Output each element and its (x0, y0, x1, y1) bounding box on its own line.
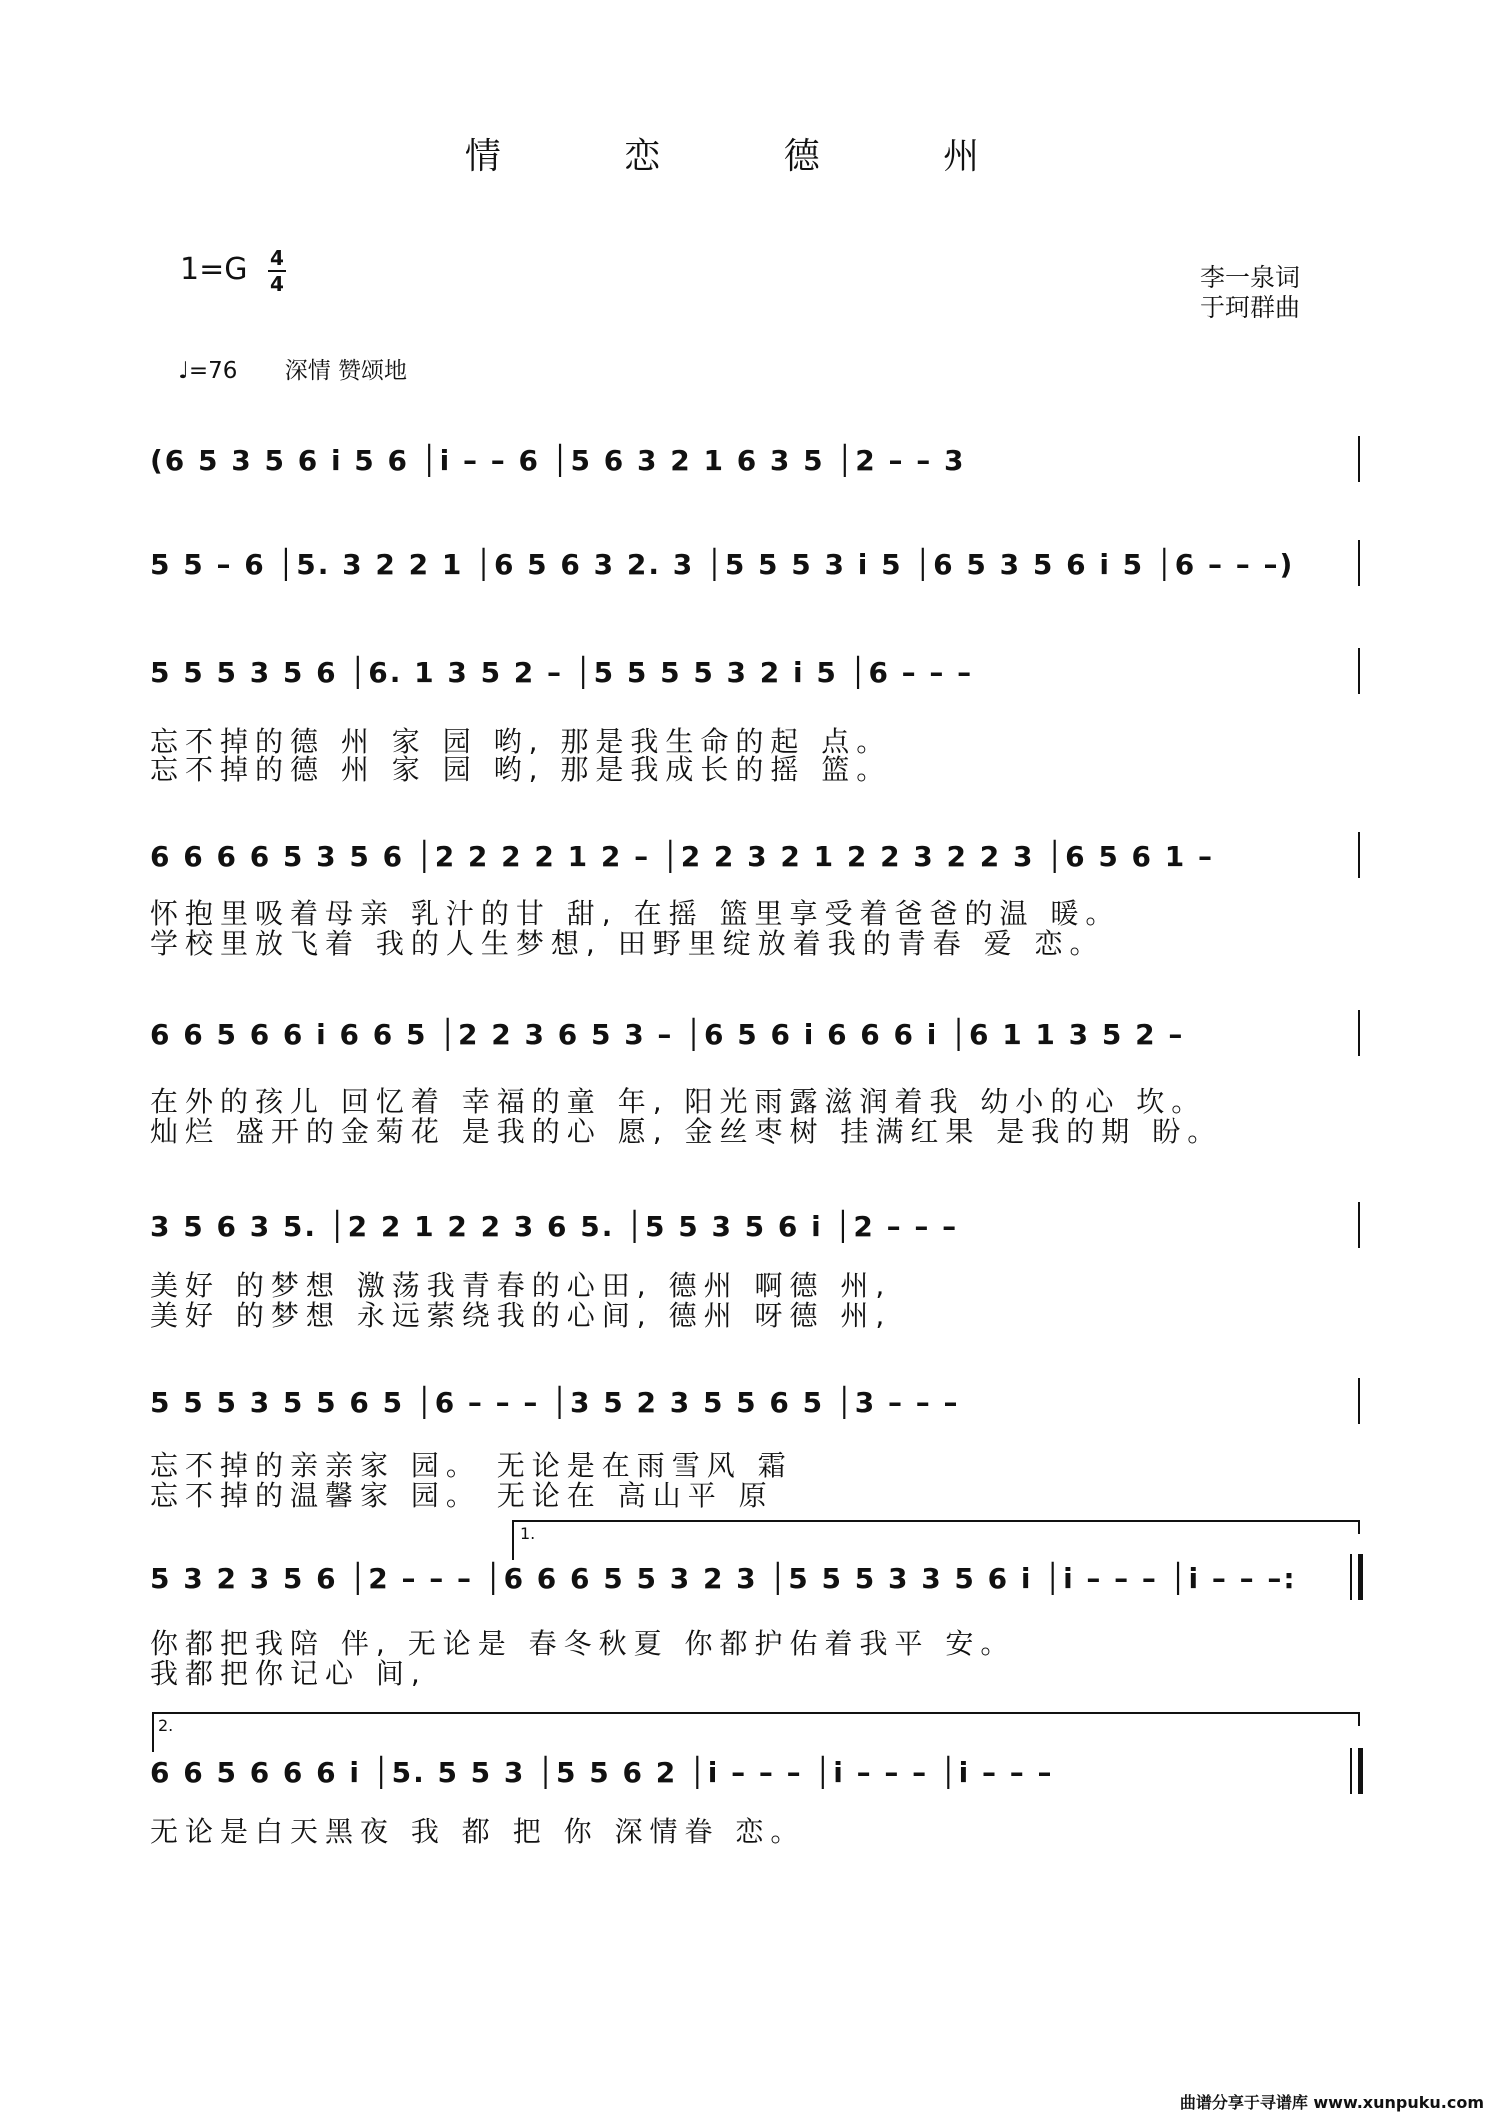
second-ending-label: 2. (158, 1716, 174, 1735)
barline-row-6-end (1358, 1202, 1360, 1248)
key-signature: 1=G (180, 252, 248, 287)
lyrics-row-7-verse-1: 忘不掉的亲亲家 园。 无论是在雨雪风 霜 (150, 1449, 793, 1482)
barline-row-1-end (1358, 436, 1360, 482)
first-ending-label: 1. (520, 1524, 536, 1543)
lyrics-row-4-verse-1: 怀抱里吸着母亲 乳汁的甘 甜, 在摇 篮里享受着爸爸的温 暖。 (150, 897, 1121, 930)
music-row-6: 3 5 6 3 5. │2 2 1 2 2 3 6 5. │5 5 3 5 6 i │2 – – – (150, 1210, 959, 1243)
lyrics-row-3-verse-1: 忘不掉的德 州 家 园 哟, 那是我生命的起 点。 (150, 725, 892, 758)
lyrics-row-9-verse-1: 无论是白天黑夜 我 都 把 你 深情眷 恋。 (150, 1815, 806, 1848)
first-ending-bracket (512, 1520, 1360, 1522)
barline-row-2-end (1358, 540, 1360, 586)
barline-row-5-end (1358, 1010, 1360, 1056)
music-row-8: 5 3 2 3 5 6 │2 – – – │6 6 6 5 5 3 2 3 │5 5 5 3 3 5 6 i │i – – – │i – – –: (150, 1562, 1297, 1595)
barline-row-4-end (1358, 832, 1360, 878)
barline-row-7-end (1358, 1378, 1360, 1424)
music-row-3: 5 5 5 3 5 6 │6. 1 3 5 2 – │5 5 5 5 3 2 i 5 │6 – – – (150, 656, 974, 689)
lyrics-row-7-verse-2: 忘不掉的温馨家 园。 无论在 高山平 原 (150, 1479, 774, 1512)
second-ending-bracket-right (1358, 1712, 1360, 1726)
music-row-1: (6 5 3 5 6 i 5 6 │i – – 6 │5 6 3 2 1 6 3 5 │2 – – 3 (150, 444, 966, 477)
lyrics-row-8-verse-1: 你都把我陪 伴, 无论是 春冬秋夏 你都护佑着我平 安。 (150, 1627, 1016, 1660)
first-ending-bracket-left (512, 1520, 514, 1560)
lyrics-row-6-verse-2: 美好 的梦想 永远萦绕我的心间, 德州 呀德 州, (150, 1299, 892, 1332)
second-ending-bracket (152, 1712, 1360, 1714)
lyrics-row-5-verse-2: 灿烂 盛开的金菊花 是我的心 愿, 金丝枣树 挂满红果 是我的期 盼。 (150, 1115, 1223, 1148)
tempo-mark: ♩=76 (178, 358, 238, 384)
composer-credit: 于珂群曲 (1200, 293, 1301, 322)
music-row-5: 6 6 5 6 6 i 6 6 5 │2 2 3 6 5 3 – │6 5 6 i 6 6 6 i │6 1 1 3 5 2 – (150, 1018, 1185, 1051)
tempo-marking (178, 352, 407, 385)
lyrics-row-5-verse-1: 在外的孩儿 回忆着 幸福的童 年, 阳光雨露滋润着我 幼小的心 坎。 (150, 1085, 1207, 1118)
repeat-end-barline (1350, 1554, 1363, 1600)
music-row-9: 6 6 5 6 6 6 i │5. 5 5 3 │5 5 6 2 │i – – – │i – – – │i – – – (150, 1756, 1054, 1789)
tempo-expression: 深情 赞颂地 (284, 358, 408, 384)
footer-watermark: 曲谱分享于寻谱库 www.xunpuku.com (1179, 2093, 1484, 2112)
lyrics-row-8-verse-2: 我都把你记心 间, (150, 1657, 427, 1690)
music-row-2: 5 5 – 6 │5. 3 2 2 1 │6 5 6 3 2. 3 │5 5 5 3 i 5 │6 5 3 5 6 i 5 │6 – – –) (150, 548, 1295, 581)
music-row-4: 6 6 6 6 5 3 5 6 │2 2 2 2 1 2 – │2 2 3 2 1 2 2 3 2 2 3 │6 5 6 1 – (150, 840, 1215, 873)
lyrics-row-4-verse-2: 学校里放飞着 我的人生梦想, 田野里绽放着我的青春 爱 恋。 (150, 927, 1105, 960)
final-barline (1350, 1748, 1363, 1794)
time-signature-top: 4 (270, 246, 284, 270)
lyrics-row-6-verse-1: 美好 的梦想 激荡我青春的心田, 德州 啊德 州, (150, 1269, 892, 1302)
barline-row-3-end (1358, 648, 1360, 694)
second-ending-bracket-left (152, 1712, 154, 1752)
lyricist-credit: 李一泉词 (1200, 263, 1301, 292)
time-signature-bottom: 4 (270, 272, 284, 296)
lyrics-row-3-verse-2: 忘不掉的德 州 家 园 哟, 那是我成长的摇 篮。 (150, 753, 892, 786)
first-ending-bracket-right (1358, 1520, 1360, 1534)
music-row-7: 5 5 5 3 5 5 6 5 │6 – – – │3 5 2 3 5 5 6 5 │3 – – – (150, 1386, 960, 1419)
time-signature (268, 248, 286, 294)
score-title: 情 恋 德 州 (464, 136, 1036, 177)
